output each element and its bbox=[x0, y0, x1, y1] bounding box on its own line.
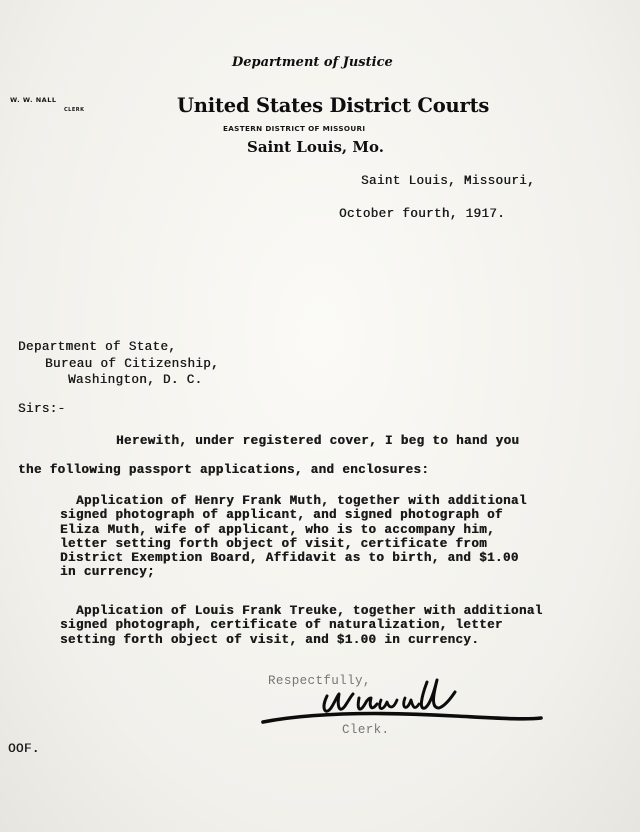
addressee-line2: Bureau of Citizenship, bbox=[45, 357, 219, 371]
letterhead-district: EASTERN DISTRICT OF MISSOURI bbox=[223, 124, 366, 133]
application-2-line: setting forth object of visit, and $1.00 in currency. bbox=[60, 632, 480, 647]
letterhead-department: Department of Justice bbox=[232, 55, 393, 70]
letterhead-court: United States District Courts bbox=[177, 94, 490, 117]
signature-text: WWNall bbox=[255, 678, 260, 679]
application-2-line: signed photograph, certificate of naturalization, letter bbox=[60, 618, 503, 633]
typist-initials: OOF. bbox=[8, 742, 40, 756]
application-1-line: District Exemption Board, Affidavit as to birth, and $1.00 bbox=[60, 551, 519, 566]
application-1-line: Eliza Muth, wife of applicant, who is to accompany him, bbox=[60, 522, 495, 537]
application-1-line: letter setting forth object of visit, certificate from bbox=[60, 536, 488, 551]
application-1-line: in currency; bbox=[60, 565, 155, 580]
letterhead-city: Saint Louis, Mo. bbox=[247, 138, 384, 156]
application-1-line: Application of Henry Frank Muth, together with additional bbox=[76, 494, 527, 508]
dateline-date: October fourth, 1917. bbox=[339, 207, 506, 221]
application-2-line: Application of Louis Frank Treuke, together with additional bbox=[76, 604, 543, 618]
salutation: Sirs:- bbox=[18, 402, 66, 416]
letterhead-clerk-name: W. W. NALL bbox=[10, 96, 57, 104]
dateline-place: Saint Louis, Missouri, bbox=[361, 174, 535, 188]
intro-line1: Herewith, under registered cover, I beg to hand you bbox=[116, 434, 520, 448]
closing-title: Clerk. bbox=[342, 723, 390, 737]
addressee-line1: Department of State, bbox=[18, 340, 177, 354]
application-1-line: signed photograph of applicant, and signed photograph of bbox=[60, 508, 503, 523]
application-2 bbox=[60, 604, 543, 647]
application-1 bbox=[60, 494, 527, 580]
intro-line2: the following passport applications, and enclosures: bbox=[18, 463, 430, 477]
signature bbox=[255, 678, 545, 748]
closing-respectfully: Respectfully, bbox=[268, 674, 371, 688]
letterhead-clerk-title: CLERK bbox=[64, 107, 85, 113]
addressee-line3: Washington, D. C. bbox=[68, 373, 203, 387]
